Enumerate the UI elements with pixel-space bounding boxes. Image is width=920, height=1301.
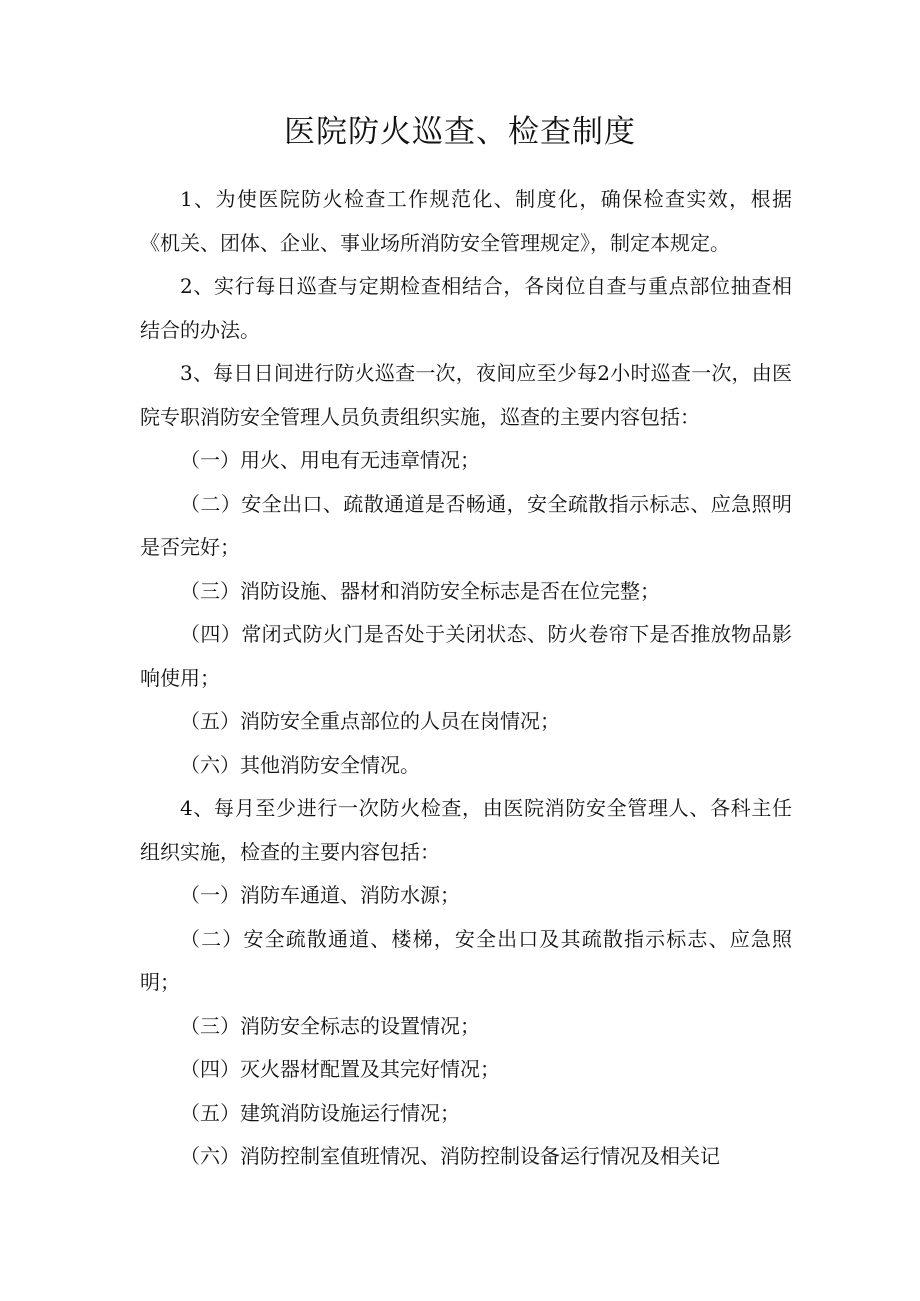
paragraph-4: 4、每月至少进行一次防火检查，由医院消防安全管理人、各科主任组织实施，检查的主要内容包括： — [140, 796, 792, 864]
inspection-item-6: （六）消防控制室值班情况、消防控制设备运行情况及相关记 — [180, 1144, 720, 1168]
patrol-item-3: （三）消防设施、器材和消防安全标志是否在位完整； — [180, 578, 660, 603]
inspection-item-4: （四）灭火器材配置及其完好情况； — [180, 1057, 500, 1081]
patrol-item-6: （六）其他消防安全情况。 — [180, 752, 420, 777]
document-title: 医院防火巡查、检查制度 — [284, 114, 636, 150]
inspection-item-2: （二）安全疏散通道、楼梯，安全出口及其疏散指示标志、应急照明； — [140, 926, 792, 994]
patrol-item-1: （一）用火、用电有无违章情况； — [180, 448, 480, 472]
inspection-item-5: （五）建筑消防设施运行情况； — [180, 1100, 460, 1125]
patrol-item-5: （五）消防安全重点部位的人员在岗情况； — [180, 709, 560, 733]
document-body — [140, 178, 792, 1179]
patrol-item-4: （四）常闭式防火门是否处于关闭状态、防火卷帘下是否推放物品影响使用； — [140, 622, 792, 690]
inspection-item-1: （一）消防车通道、消防水源； — [180, 883, 460, 907]
patrol-item-2: （二）安全出口、疏散通道是否畅通，安全疏散指示标志、应急照明是否完好； — [140, 491, 792, 559]
paragraph-2: 2、实行每日巡查与定期检查相结合，各岗位自查与重点部位抽查相结合的办法。 — [140, 274, 792, 342]
inspection-item-3: （三）消防安全标志的设置情况； — [180, 1013, 480, 1038]
paragraph-3: 3、每日日间进行防火巡查一次，夜间应至少每2小时巡查一次，由医院专职消防安全管理人员负责组织实施，巡查的主要内容包括： — [140, 361, 792, 429]
paragraph-1: 1、为使医院防火检查工作规范化、制度化，确保检查实效，根据《机关、团体、企业、事业场所消防安全管理规定》，制定本规定。 — [140, 187, 792, 255]
